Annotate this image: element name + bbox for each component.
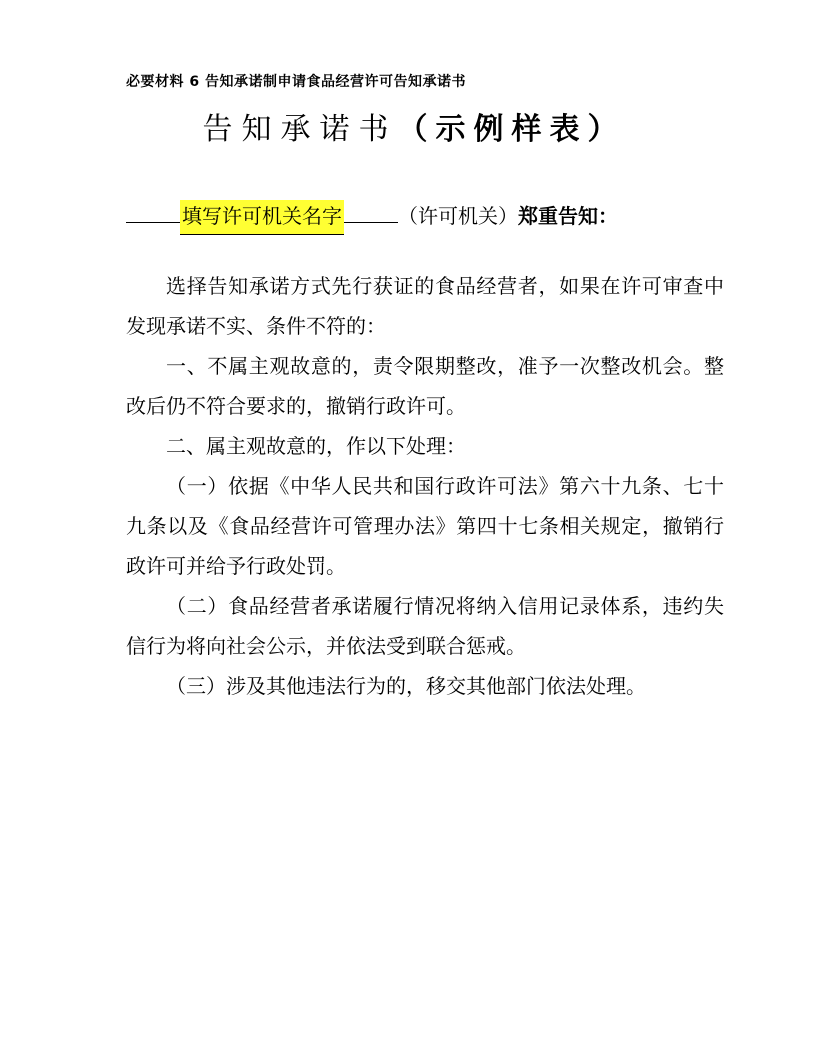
blank-underline-right <box>344 192 398 223</box>
highlighted-placeholder: 填写许可机关名字 <box>180 200 344 235</box>
title-main: 告知承诺书 <box>202 112 398 147</box>
addressee-line <box>126 192 618 238</box>
addressee-emphasis: 郑重告知： <box>518 204 618 228</box>
paragraph-intro: 选择告知承诺方式先行获证的食品经营者，如果在许可审查中发现承诺不实、条件不符的： <box>126 274 724 338</box>
paragraph-sub-item-1: （一）依据《中华人民共和国行政许可法》第六十九条、七十九条以及《食品经营许可管理办法》第四十七条相关规定，撤销行政许可并给予行政处罚。 <box>126 474 724 578</box>
blank-underline-left <box>126 192 180 223</box>
paragraph-item-2: 二、属主观故意的，作以下处理： <box>166 434 466 458</box>
addressee-parenthetical: （许可机关） <box>398 204 518 228</box>
header-note: 必要材料 6 告知承诺制申请食品经营许可告知承诺书 <box>126 74 466 90</box>
body-text <box>126 266 724 706</box>
paragraph-sub-item-3: （三）涉及其他违法行为的，移交其他部门依法处理。 <box>166 674 646 698</box>
document-title <box>0 104 828 148</box>
paragraph-sub-item-2: （二）食品经营者承诺履行情况将纳入信用记录体系，违约失信行为将向社会公示，并依法受到联合惩戒。 <box>126 594 724 658</box>
paragraph-item-1: 一、不属主观故意的，责令限期整改，准予一次整改机会。整改后仍不符合要求的，撤销行政许可。 <box>126 354 724 418</box>
title-suffix: （示例样表） <box>397 112 626 147</box>
